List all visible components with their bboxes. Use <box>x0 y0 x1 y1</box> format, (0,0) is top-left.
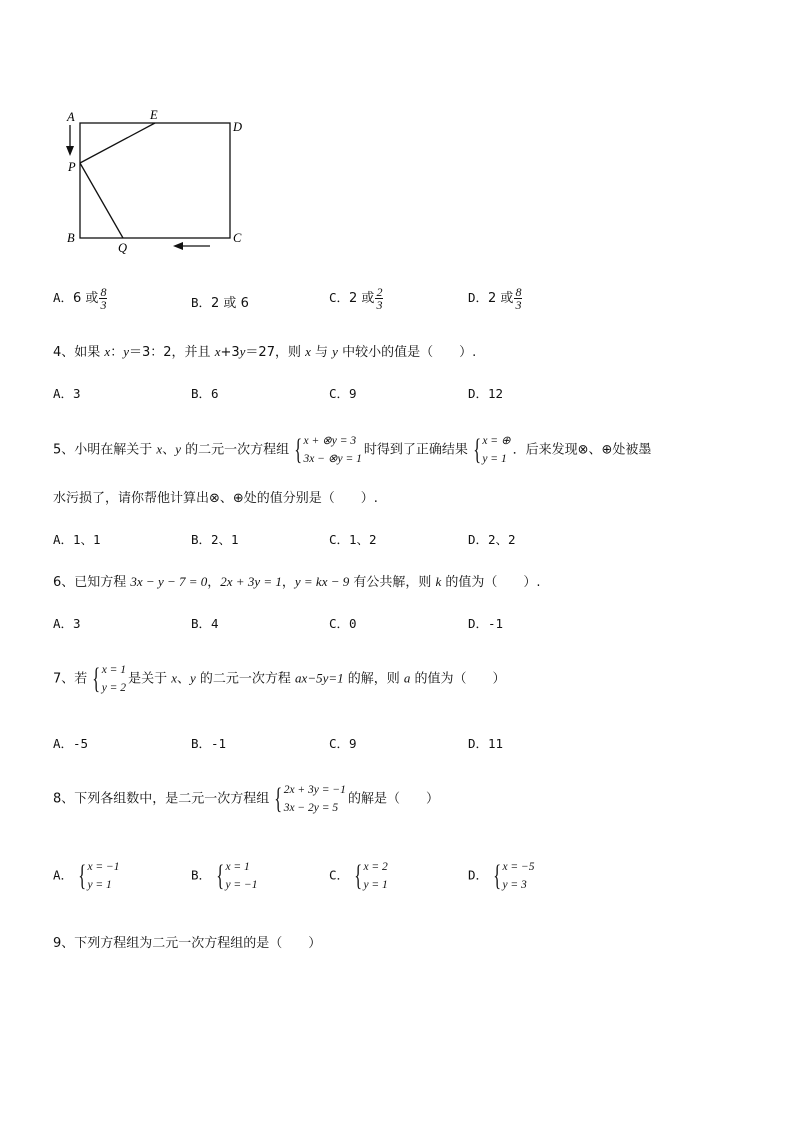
label-a: A <box>67 110 75 124</box>
var-x: x <box>104 344 111 359</box>
equation: 3x − y − 7 = 0 <box>130 574 208 589</box>
q3-option-a-label: A． <box>53 290 74 305</box>
question-5-stem-line2: 水污损了，请你帮他计算出⊗、⊕处的值分别是（ ）. <box>53 491 378 506</box>
question-7-stem <box>53 661 506 697</box>
q3-option-d[interactable] <box>468 286 523 311</box>
text: 的二元一次方程 <box>195 671 296 687</box>
option-label: D． <box>468 867 489 883</box>
text: 的值为（ ） <box>410 671 506 687</box>
q3-option-a-fraction <box>99 286 107 311</box>
equation-row: 2x + 3y = −1 <box>283 784 346 796</box>
q4-option-c[interactable]: C．9 <box>329 386 357 401</box>
equation-system <box>89 661 126 697</box>
q3-option-a-text: 6 或 <box>73 291 99 306</box>
text: ， <box>281 575 295 590</box>
denominator: 3 <box>100 298 107 312</box>
q3-option-d-text: 2 或 <box>488 291 514 306</box>
brace: { <box>354 859 363 892</box>
text: +3 <box>220 345 240 360</box>
denominator: 3 <box>376 298 383 312</box>
var-k: k <box>435 574 442 589</box>
q3-option-d-fraction <box>514 286 522 311</box>
equation-row: x = −1 <box>87 861 120 873</box>
brace: { <box>473 433 482 466</box>
brace: { <box>493 859 502 892</box>
text: ＝3：2，并且 <box>129 345 215 360</box>
rectangle-figure <box>55 100 255 260</box>
text: 7、若 <box>53 671 88 687</box>
q4-option-d[interactable]: D．12 <box>468 386 504 401</box>
equation-system <box>291 432 362 468</box>
q3-option-c-label: C． <box>329 290 350 305</box>
var-y: y <box>190 670 196 686</box>
label-q: Q <box>118 241 128 255</box>
text: 6、已知方程 <box>53 575 131 590</box>
numerator: 8 <box>515 285 522 299</box>
q7-option-c[interactable]: C．9 <box>329 736 357 751</box>
text: 的解，则 <box>343 671 404 687</box>
q3-option-b-text: 2 或 6 <box>211 296 249 311</box>
rectangle-abcd <box>80 123 230 238</box>
option-label: A． <box>53 867 74 883</box>
equation-system <box>271 781 346 817</box>
var-a: a <box>403 670 411 686</box>
q5-option-a[interactable]: A．1、1 <box>53 532 101 547</box>
equation-row: x = 2 <box>363 861 388 873</box>
var-y: y <box>239 344 246 359</box>
question-8-stem <box>53 781 439 817</box>
option-label: C． <box>329 867 350 883</box>
brace: { <box>294 433 303 466</box>
q6-option-b[interactable]: B．4 <box>191 616 219 631</box>
var-y: y <box>175 441 181 457</box>
text: 8、下列各组数中，是二元一次方程组 <box>53 791 270 807</box>
q8-option-d[interactable] <box>468 858 537 894</box>
equation-row: y = 3 <box>502 879 527 891</box>
option-label: B． <box>191 867 212 883</box>
equation-row: y = 1 <box>87 879 112 891</box>
brace: { <box>216 859 225 892</box>
equation-row: y = 1 <box>482 453 507 465</box>
text: ： <box>110 345 124 360</box>
text: 的解是（ ） <box>347 791 439 807</box>
equation-row: x = 1 <box>101 664 127 676</box>
question-5-stem-line1 <box>53 432 651 468</box>
label-e: E <box>150 108 158 122</box>
brace: { <box>274 782 283 815</box>
option-system <box>75 858 120 894</box>
q4-option-a[interactable]: A．3 <box>53 386 81 401</box>
brace: { <box>92 662 101 695</box>
question-9-stem: 9、下列方程组为二元一次方程组的是（ ） <box>53 936 322 951</box>
q7-option-b[interactable]: B．-1 <box>191 736 227 751</box>
text: ．后来发现⊗、⊕处被墨 <box>512 442 652 458</box>
q3-option-c-fraction <box>375 286 383 311</box>
var-y: y <box>123 344 129 359</box>
text: 的值为（ ）. <box>441 575 541 590</box>
brace: { <box>78 859 87 892</box>
var-x: x <box>171 670 177 686</box>
q7-option-d[interactable]: D．11 <box>468 736 504 751</box>
q4-option-b[interactable]: B．6 <box>191 386 219 401</box>
q6-option-a[interactable]: A．3 <box>53 616 81 631</box>
text: 有公共解，则 <box>349 575 436 590</box>
q8-option-a[interactable] <box>53 858 122 894</box>
label-c: C <box>233 231 242 245</box>
q3-option-b-label: B． <box>191 295 212 310</box>
numerator: 8 <box>100 285 107 299</box>
q8-option-b[interactable] <box>191 858 260 894</box>
text: 的二元一次方程组 <box>180 442 290 458</box>
equation: ax−5y=1 <box>295 670 344 686</box>
equation-row: x = ⊕ <box>482 435 511 447</box>
segment-pe <box>80 123 155 163</box>
text: 、 <box>176 671 190 687</box>
option-system <box>213 858 258 894</box>
text: ＝27，则 <box>245 345 306 360</box>
q6-option-d[interactable]: D．-1 <box>468 616 504 631</box>
text: 时得到了正确结果 <box>363 442 468 458</box>
result-system <box>470 432 511 468</box>
text: 、 <box>162 442 176 458</box>
text: 与 <box>310 345 333 360</box>
equation-row: x = −5 <box>502 861 535 873</box>
q5-option-c[interactable]: C．1、2 <box>329 532 377 547</box>
q3-option-c-text: 2 或 <box>349 291 375 306</box>
question-4-stem <box>53 341 476 360</box>
var-y: y <box>332 344 338 359</box>
q5-option-d[interactable]: D．2、2 <box>468 532 516 547</box>
label-d: D <box>233 120 243 134</box>
numerator: 2 <box>376 285 383 299</box>
equation-row: y = 1 <box>363 879 388 891</box>
equation-row: y = 2 <box>101 682 127 694</box>
text: 5、小明在解关于 <box>53 442 157 458</box>
q7-option-a[interactable]: A．-5 <box>53 736 89 751</box>
var-x: x <box>156 441 163 457</box>
segment-pq <box>80 163 123 238</box>
question-6-stem <box>53 571 541 590</box>
equation-row: 3x − ⊗y = 1 <box>303 453 362 465</box>
text: 中较小的值是（ ）. <box>337 345 477 360</box>
equation-row: x + ⊗y = 3 <box>303 435 357 447</box>
q5-option-b[interactable]: B．2、1 <box>191 532 239 547</box>
equation: 2x + 3y = 1 <box>220 574 282 589</box>
q8-option-c[interactable] <box>329 858 390 894</box>
equation: y = kx − 9 <box>294 574 350 589</box>
label-p: P <box>68 160 76 174</box>
option-system <box>351 858 388 894</box>
equation-row: 3x − 2y = 5 <box>283 802 339 814</box>
question-number: 4、 <box>53 345 75 360</box>
option-system <box>490 858 535 894</box>
q3-option-b[interactable] <box>191 292 249 311</box>
q6-option-c[interactable]: C．0 <box>329 616 357 631</box>
text: 如果 <box>74 345 105 360</box>
denominator: 3 <box>515 298 522 312</box>
arrowhead-left <box>173 242 183 250</box>
text: ， <box>207 575 221 590</box>
q3-option-a[interactable] <box>53 286 108 311</box>
equation-row: y = −1 <box>225 879 258 891</box>
var-x: x <box>305 344 311 359</box>
var-x: x <box>214 344 221 359</box>
q3-option-c[interactable] <box>329 286 384 311</box>
q3-option-d-label: D． <box>468 290 489 305</box>
equation-row: x = 1 <box>225 861 250 873</box>
arrowhead-down <box>66 146 74 156</box>
text: 是关于 <box>128 671 172 687</box>
label-b: B <box>67 231 75 245</box>
